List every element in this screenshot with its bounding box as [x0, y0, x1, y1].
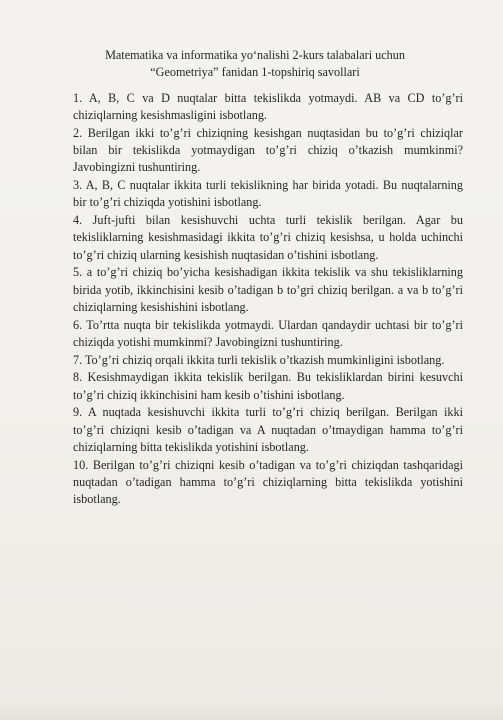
question-10: 10. Berilgan to’g’ri chiziqni kesib o’tadigan va to’g’ri chiziqdan tashqaridagi nuqtadan o’tadigan hamma to’g’ri chiziqlarning bitta tekislikda yotishini isbotlang.: [73, 457, 463, 507]
question-8: 8. Kesishmaydigan ikkita tekislik berilgan. Bu tekisliklardan birini kesuvchi to’g’ri chiziq ikkinchisini ham kesib o’tishini isbotlang.: [73, 370, 463, 402]
question-6: 6. To’rtta nuqta bir tekislikda yotmaydi. Ulardan qandaydir uchtasi bir to’g’ri chiziqda yotishi mumkinmi? Javobingizni tushuntiring.: [73, 317, 463, 349]
question-2: 2. Berilgan ikki to’g’ri chiziqning kesishgan nuqtasidan bu to’g’ri chiziqlar bilan bir tekislikda yotmaydigan to’g’ri chiziq o’tkazish mumkinmi? Javobingizni tushuntiring.: [73, 126, 463, 175]
question-7: 7. To’g’ri chiziq orqali ikkita turli tekislik o’tkazish mumkinligini isbotlang.: [73, 352, 445, 367]
question-list: [73, 90, 463, 509]
question-4: 4. Juft-jufti bilan kesishuvchi uchta turli tekislik berilgan. Agar bu tekisliklarning kesishmasidagi ikkita to’g’ri chiziq kesishsa, u holda uchinchi to’g’ri chiziq ularning kesishish nuqtasidan o’tishini isbotlang.: [73, 213, 463, 262]
question-3: 3. A, B, C nuqtalar ikkita turli tekislikning har birida yotadi. Bu nuqtalarning bir to’g’ri chiziqda yotishini isbotlang.: [73, 178, 463, 210]
question-5: 5. a to’g’ri chiziq bo’yicha kesishadigan ikkita tekislik va shu tekisliklarning birida yotib, ikkinchisini kesib o’tadigan b to’gri chiziq berilgan. a va b to’g’ri chiziqlarning kesishishini isbotlang.: [73, 265, 463, 314]
page-bottom-shadow: [0, 702, 503, 720]
header-line-2: “Geometriya” fanidan 1-topshiriq savollari: [150, 65, 360, 79]
header-line-1: Matematika va informatika yo‘nalishi 2-kurs talabalari uchun: [105, 48, 405, 62]
question-9: 9. A nuqtada kesishuvchi ikkita turli to’g’ri chiziq berilgan. Berilgan ikki to’g’ri chiziqni kesib o’tadigan va A nuqtadan o’tmaydigan hamma to’g’ri chiziqlarning bitta tekislikda yotishini isbotlang.: [73, 405, 463, 454]
question-1: 1. A, B, C va D nuqtalar bitta tekislikda yotmaydi. AB va CD to’g’ri chiziqlarning kesishmasligini isbotlang.: [73, 91, 463, 123]
document-header: [60, 47, 450, 81]
